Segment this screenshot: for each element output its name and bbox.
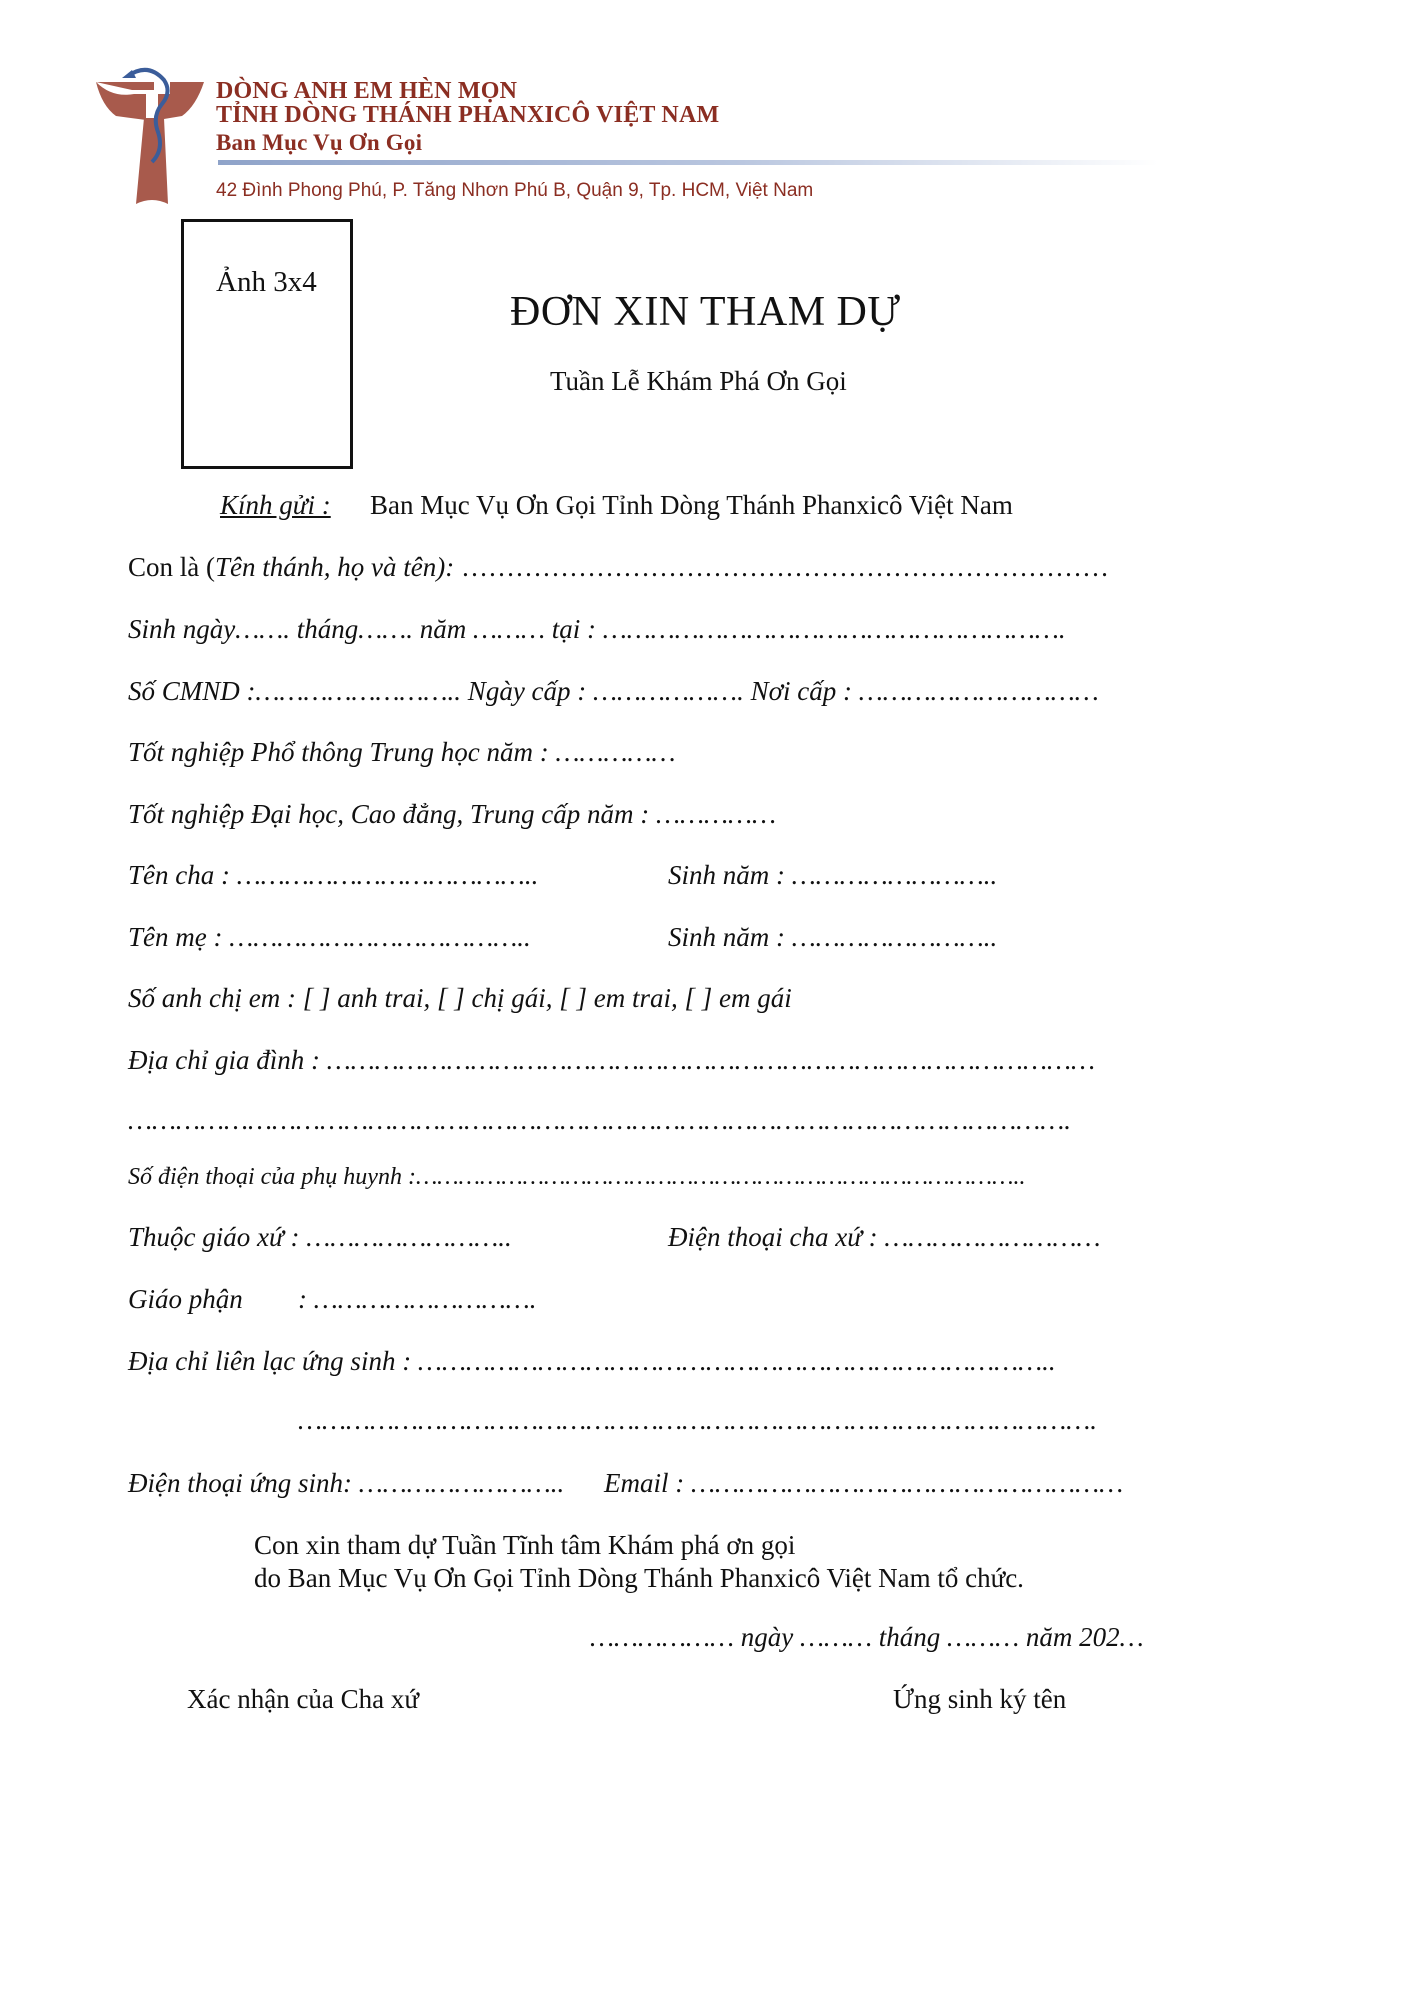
name-label: Tên thánh, họ và tên):	[215, 552, 455, 582]
org-name-line1: DÒNG ANH EM HÈN MỌN	[216, 78, 518, 104]
family-address-field[interactable]: Địa chỉ gia đình : ……………………………………………………………………………………	[128, 1045, 1095, 1075]
mother-name-field[interactable]: Tên mẹ : ………………………………..	[128, 922, 531, 952]
org-name-line2: TỈNH DÒNG THÁNH PHANXICÔ VIỆT NAM	[216, 102, 720, 128]
header-rule	[218, 160, 1158, 165]
pastor-signature-label: Xác nhận của Cha xứ	[187, 1684, 420, 1714]
date-line[interactable]: ……………… ngày ……… tháng ……… năm 202…	[590, 1622, 1144, 1652]
college-field[interactable]: Tốt nghiệp Đại học, Cao đẳng, Trung cấp năm : ……………	[128, 799, 777, 829]
photo-box	[181, 219, 353, 469]
name-prefix: Con là (	[128, 552, 215, 582]
mother-birth-field[interactable]: Sinh năm : ……………………..	[668, 922, 998, 952]
candidate-signature-label: Ứng sinh ký tên	[893, 1684, 1067, 1714]
high-school-field[interactable]: Tốt nghiệp Phổ thông Trung học năm : ……………	[128, 737, 676, 767]
logo-icon	[92, 58, 212, 206]
request-line-2: do Ban Mục Vụ Ơn Gọi Tỉnh Dòng Thánh Phanxicô Việt Nam tổ chức.	[254, 1563, 1024, 1593]
father-birth-field[interactable]: Sinh năm : ……………………..	[668, 860, 998, 890]
name-field[interactable]	[128, 552, 1109, 583]
father-name-field[interactable]: Tên cha : ………………………………..	[128, 860, 539, 890]
request-line-1: Con xin tham dự Tuần Tĩnh tâm Khám phá ơn gọi	[254, 1530, 796, 1560]
name-dots: ………………………………………………………………	[454, 552, 1109, 582]
contact-address-field[interactable]: Địa chỉ liên lạc ứng sinh : ……………………………………………………………………..	[128, 1346, 1056, 1376]
org-address: 42 Đình Phong Phú, P. Tăng Nhơn Phú B, Quận 9, Tp. HCM, Việt Nam	[216, 180, 814, 201]
family-address-continuation[interactable]: ……………………………………………………………………………………………………….	[128, 1105, 1072, 1135]
diocese-field[interactable]: : ……………………….	[298, 1284, 537, 1314]
birth-field[interactable]: Sinh ngày……. tháng……. năm ……… tại : ………………………………………………….	[128, 614, 1066, 644]
org-department: Ban Mục Vụ Ơn Gọi	[216, 130, 423, 155]
pastor-phone-field[interactable]: Điện thoại cha xứ : ………………………	[668, 1222, 1101, 1252]
photo-box-label: Ảnh 3x4	[216, 266, 317, 298]
id-card-field[interactable]: Số CMND :…………………….. Ngày cấp : ………………. Nơi cấp : …………………………	[128, 676, 1099, 706]
parent-phone-field[interactable]: Số điện thoại của phụ huynh :…………………………………………………………………………..	[128, 1164, 1026, 1190]
parish-field[interactable]: Thuộc giáo xứ : ……………………..	[128, 1222, 512, 1252]
email-field[interactable]: Email : ………………………………………………	[604, 1468, 1124, 1498]
diocese-label: Giáo phận	[128, 1284, 243, 1314]
candidate-phone-field[interactable]: Điện thoại ứng sinh: ……………………..	[128, 1468, 565, 1498]
siblings-field[interactable]: Số anh chị em : [ ] anh trai, [ ] chị gái, [ ] em trai, [ ] em gái	[128, 983, 792, 1013]
addressee-value: Ban Mục Vụ Ơn Gọi Tỉnh Dòng Thánh Phanxicô Việt Nam	[370, 490, 1013, 520]
form-subtitle: Tuần Lễ Khám Phá Ơn Gọi	[550, 366, 847, 396]
form-title: ĐƠN XIN THAM DỰ	[510, 289, 901, 335]
addressee-label: Kính gửi :	[220, 490, 331, 520]
contact-address-continuation[interactable]: ……………………………………………………………………………………….	[298, 1405, 1097, 1435]
